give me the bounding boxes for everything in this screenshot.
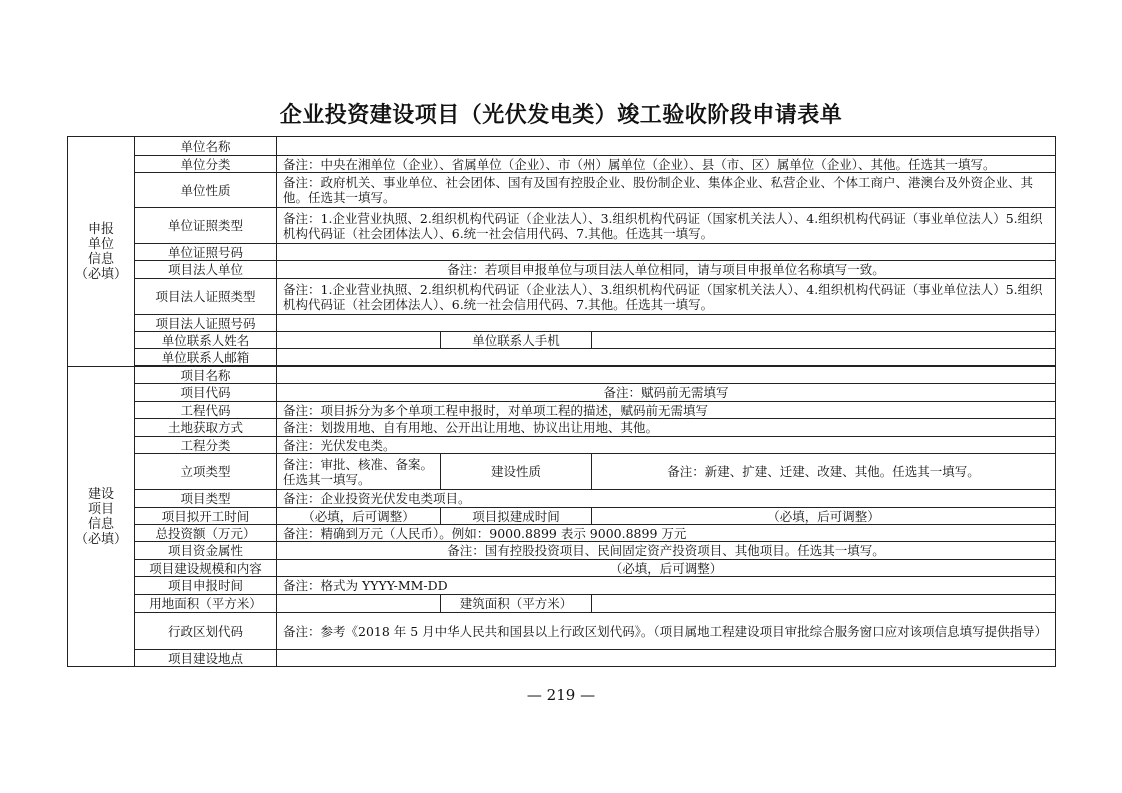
label-engineering-code: 工程代码 — [135, 402, 277, 419]
label-total-investment: 总投资额（万元） — [135, 525, 277, 542]
declare-time-note[interactable]: 备注：格式为 YYYY-MM-DD — [277, 577, 1056, 595]
label-land-area: 用地面积（平方米） — [135, 595, 277, 613]
admin-code-note[interactable]: 备注：参考《2018 年 5 月中华人民共和国县以上行政区划代码》。（项目属地工程建设项目审批综合服务窗口应对该项信息填写提供指导） — [277, 613, 1056, 650]
table-row — [68, 419, 1056, 437]
label-unit-cert-no: 单位证照号码 — [135, 244, 277, 261]
form-title: 企业投资建设项目（光伏发电类）竣工验收阶段申请表单 — [279, 103, 843, 128]
legal-cert-type-note[interactable]: 备注：1.企业营业执照、2.组织机构代码证（企业法人）、3.组织机构代码证（国家机关法人）、4.组织机构代码证（事业单位法人）5.组织机构代码证（社会团体法人）、6.统一社会信用代码、7.其他。任选其一填写。 — [277, 279, 1056, 315]
fund-attribute-note[interactable]: 备注：国有控股投资项目、民间固定资产投资项目、其他项目。任选其一填写。 — [277, 542, 1056, 560]
table-row — [68, 542, 1056, 560]
legal-cert-no-field[interactable] — [277, 315, 1056, 332]
table-row — [68, 613, 1056, 650]
label-unit-name: 单位名称 — [135, 137, 277, 156]
label-legal-cert-no: 项目法人证照号码 — [135, 315, 277, 332]
label-unit-cert-type: 单位证照类型 — [135, 208, 277, 244]
project-name-field[interactable] — [277, 367, 1056, 384]
table-row — [68, 560, 1056, 577]
unit-nature-note[interactable]: 备注：政府机关、事业单位、社会团体、国有及国有控股企业、股份制企业、集体企业、私营企业、个体工商户、港澳台及外资企业、其他。任选其一填写。 — [277, 173, 1056, 208]
contact-phone-field[interactable] — [592, 332, 1056, 349]
table-row — [68, 490, 1056, 508]
land-area-field[interactable] — [277, 595, 441, 613]
table-row — [68, 137, 1056, 156]
label-legal-cert-type: 项目法人证照类型 — [135, 279, 277, 315]
contact-email-field[interactable] — [277, 349, 1056, 366]
table-row — [68, 454, 1056, 490]
section-label-text: 建设 项目 信息 （必填） — [74, 486, 127, 547]
table-row — [68, 402, 1056, 419]
table-row — [68, 279, 1056, 315]
total-investment-note[interactable]: 备注：精确到万元（人民币）。例如：9000.8899 表示 9000.8899 万元 — [277, 525, 1056, 542]
table-row — [68, 525, 1056, 542]
unit-cert-type-note[interactable]: 备注：1.企业营业执照、2.组织机构代码证（企业法人）、3.组织机构代码证（国家机关法人）、4.组织机构代码证（事业单位法人）5.组织机构代码证（社会团体法人）、6.统一社会信用代码、7.其他。任选其一填写。 — [277, 208, 1056, 244]
unit-name-field[interactable] — [277, 137, 1056, 156]
label-contact-phone: 单位联系人手机 — [441, 332, 592, 349]
land-method-note[interactable]: 备注：划拨用地、自有用地、公开出让用地、协议出让用地、其他。 — [277, 419, 1056, 437]
table-row — [68, 650, 1056, 667]
page-number: — 219 — — [526, 686, 596, 704]
table-row — [68, 208, 1056, 244]
engineering-code-note[interactable]: 备注：项目拆分为多个单项工程申报时，对单项工程的描述，赋码前无需填写 — [277, 402, 1056, 419]
application-form-table — [67, 136, 1056, 667]
table-row — [68, 367, 1056, 384]
label-approval-type: 立项类型 — [135, 454, 277, 490]
table-row — [68, 437, 1056, 454]
project-code-note[interactable]: 备注：赋码前无需填写 — [277, 384, 1056, 402]
unit-cert-no-field[interactable] — [277, 244, 1056, 261]
table-row — [68, 173, 1056, 208]
label-unit-nature: 单位性质 — [135, 173, 277, 208]
label-fund-attribute: 项目资金属性 — [135, 542, 277, 560]
location-field[interactable] — [277, 650, 1056, 667]
table-row — [68, 332, 1056, 349]
label-project-type: 项目类型 — [135, 490, 277, 508]
table-row — [68, 577, 1056, 595]
table-row — [68, 315, 1056, 332]
table-row — [68, 244, 1056, 261]
project-legal-unit-note[interactable]: 备注：若项目申报单位与项目法人单位相同，请与项目申报单位名称填写一致。 — [277, 261, 1056, 279]
scale-content-note[interactable]: （必填，后可调整） — [277, 560, 1056, 577]
label-project-name: 项目名称 — [135, 367, 277, 384]
contact-name-field[interactable] — [277, 332, 441, 349]
construction-nature-note[interactable]: 备注：新建、扩建、迁建、改建、其他。任选其一填写。 — [592, 454, 1056, 490]
label-admin-code: 行政区划代码 — [135, 613, 277, 650]
label-project-legal-unit: 项目法人单位 — [135, 261, 277, 279]
section-label-project — [68, 367, 135, 667]
table-row — [68, 261, 1056, 279]
unit-category-note[interactable]: 备注：中央在湘单位（企业）、省属单位（企业）、市（州）属单位（企业）、县（市、区）属单位（企业）、其他。任选其一填写。 — [277, 156, 1056, 173]
label-unit-category: 单位分类 — [135, 156, 277, 173]
label-location: 项目建设地点 — [135, 650, 277, 667]
label-planned-completion: 项目拟建成时间 — [441, 508, 592, 525]
section-label-text: 申报 单位 信息 （必填） — [74, 221, 127, 282]
approval-type-note[interactable]: 备注：审批、核准、备案。 任选其一填写。 — [277, 454, 441, 490]
table-row — [68, 349, 1056, 366]
label-contact-name: 单位联系人姓名 — [135, 332, 277, 349]
label-declare-time: 项目申报时间 — [135, 577, 277, 595]
engineering-class-note[interactable]: 备注：光伏发电类。 — [277, 437, 1056, 454]
planned-start-note[interactable]: （必填，后可调整） — [277, 508, 441, 525]
project-type-note[interactable]: 备注：企业投资光伏发电类项目。 — [277, 490, 1056, 508]
label-project-code: 项目代码 — [135, 384, 277, 402]
building-area-field[interactable] — [592, 595, 1056, 613]
label-planned-start: 项目拟开工时间 — [135, 508, 277, 525]
table-row — [68, 384, 1056, 402]
table-row — [68, 595, 1056, 613]
planned-completion-note[interactable]: （必填，后可调整） — [592, 508, 1056, 525]
label-land-method: 土地获取方式 — [135, 419, 277, 437]
table-row — [68, 508, 1056, 525]
label-scale-content: 项目建设规模和内容 — [135, 560, 277, 577]
label-construction-nature: 建设性质 — [441, 454, 592, 490]
label-engineering-class: 工程分类 — [135, 437, 277, 454]
label-building-area: 建筑面积（平方米） — [441, 595, 592, 613]
section-label-applicant — [68, 137, 135, 367]
table-row — [68, 156, 1056, 173]
label-contact-email: 单位联系人邮箱 — [135, 349, 277, 366]
